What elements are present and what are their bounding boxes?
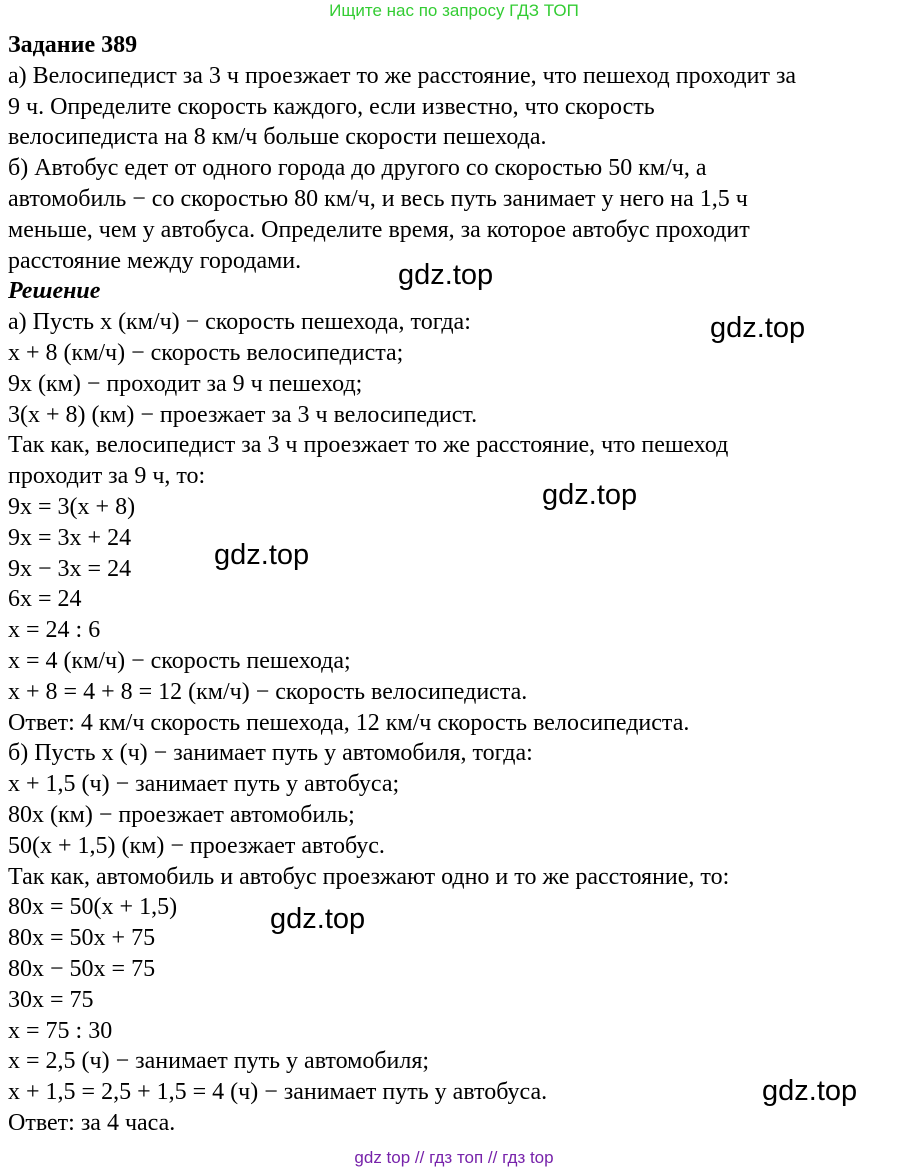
equation-line: 30x = 75	[8, 986, 94, 1013]
task-content	[8, 30, 903, 1139]
top-banner[interactable]: Ищите нас по запросу ГДЗ ТОП	[329, 1, 579, 20]
watermark-text: gdz.top	[270, 903, 366, 935]
solution-line: 3(x + 8) (км) − проезжает за 3 ч велосипедист.	[8, 401, 478, 428]
solution-line: x = 4 (км/ч) − скорость пешехода;	[8, 647, 351, 674]
solution-line: 50(x + 1,5) (км) − проезжает автобус.	[8, 832, 385, 859]
footer-links[interactable]: gdz top // гдз топ // гдз top	[354, 1148, 554, 1167]
solution-line: x + 8 = 4 + 8 = 12 (км/ч) − скорость велосипедиста.	[8, 678, 528, 705]
solution-line: а) Пусть x (км/ч) − скорость пешехода, тогда:	[8, 309, 471, 336]
task-title: Задание 389	[8, 32, 138, 58]
equation-line: 6x = 24	[8, 586, 82, 613]
equation-line: 80x = 50x + 75	[8, 925, 156, 952]
problem-statement	[8, 61, 903, 277]
solution-line: x + 1,5 (ч) − занимает путь у автобуса;	[8, 771, 400, 798]
equation-line: 9x − 3x = 24	[8, 555, 132, 582]
solution-line: x + 1,5 = 2,5 + 1,5 = 4 (ч) − занимает путь у автобуса.	[8, 1079, 548, 1106]
equation-line: 9x = 3x + 24	[8, 524, 132, 551]
problem-line: автомобиль − со скоростью 80 км/ч, и весь путь занимает у него на 1,5 ч	[8, 185, 748, 212]
solution-line: x + 8 (км/ч) − скорость велосипедиста;	[8, 339, 404, 366]
solution-body	[8, 307, 903, 1139]
solution-line: 9x (км) − проходит за 9 ч пешеход;	[8, 370, 363, 397]
watermark-text: gdz.top	[214, 539, 310, 571]
equation-line: 80x = 50(x + 1,5)	[8, 894, 178, 921]
problem-line: расстояние между городами.	[8, 247, 302, 274]
watermark-text: gdz.top	[762, 1075, 858, 1107]
equation-line: 9x = 3(x + 8)	[8, 493, 136, 520]
solution-line: проходит за 9 ч, то:	[8, 463, 206, 490]
problem-line: б) Автобус едет от одного города до другого со скоростью 50 км/ч, а	[8, 155, 707, 182]
solution-line: x = 2,5 (ч) − занимает путь у автомобиля;	[8, 1048, 430, 1075]
solution-line: Так как, велосипедист за 3 ч проезжает то же расстояние, что пешеход	[8, 432, 729, 459]
equation-line: 80x − 50x = 75	[8, 955, 156, 982]
equation-line: x = 24 : 6	[8, 617, 101, 644]
solution-heading: Решение	[8, 278, 101, 305]
problem-line: 9 ч. Определите скорость каждого, если известно, что скорость	[8, 93, 655, 120]
watermark-text: gdz.top	[398, 259, 494, 291]
answer-line: Ответ: 4 км/ч скорость пешехода, 12 км/ч скорость велосипедиста.	[8, 709, 690, 736]
problem-line: а) Велосипедист за 3 ч проезжает то же расстояние, что пешеход проходит за	[8, 62, 797, 89]
problem-line: велосипедиста на 8 км/ч больше скорости пешехода.	[8, 124, 547, 151]
watermark-text: gdz.top	[710, 312, 806, 344]
equation-line: x = 75 : 30	[8, 1017, 113, 1044]
answer-line: Ответ: за 4 часа.	[8, 1109, 176, 1136]
solution-line: б) Пусть x (ч) − занимает путь у автомобиля, тогда:	[8, 740, 533, 767]
solution-line: Так как, автомобиль и автобус проезжают одно и то же расстояние, то:	[8, 863, 730, 890]
watermark-text: gdz.top	[542, 479, 638, 511]
problem-line: меньше, чем у автобуса. Определите время, за которое автобус проходит	[8, 216, 750, 243]
solution-line: 80x (км) − проезжает автомобиль;	[8, 801, 355, 828]
